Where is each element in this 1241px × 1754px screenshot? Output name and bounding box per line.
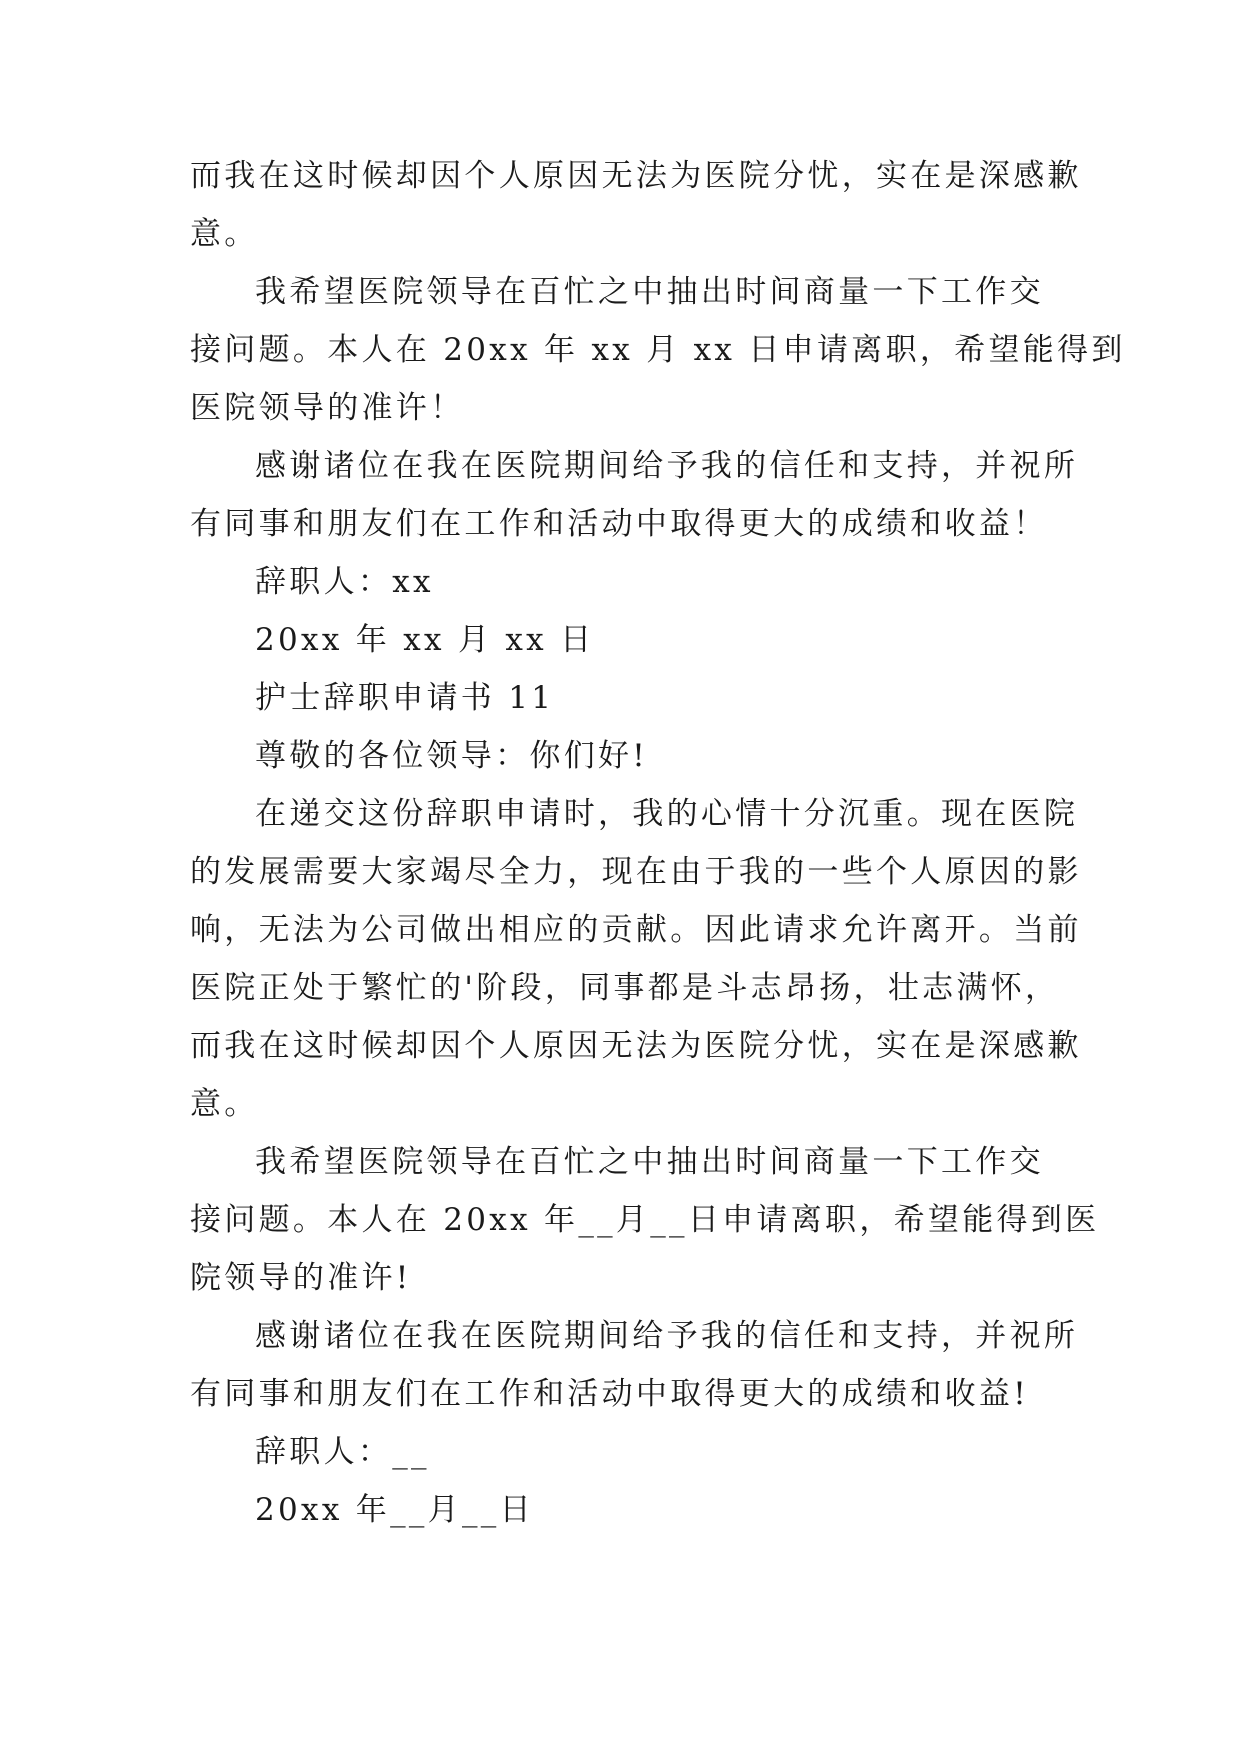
text-line: 而我在这时候却因个人原因无法为医院分忧，实在是深感歉 (190, 158, 1082, 194)
text-line: 有同事和朋友们在工作和活动中取得更大的成绩和收益! (190, 1376, 1029, 1412)
paragraph-start: 感谢诸位在我在医院期间给予我的信任和支持，并祝所 (255, 448, 1079, 484)
signature-line: 辞职人：xx (255, 564, 434, 600)
text-line: 医院正处于繁忙的'阶段，同事都是斗志昂扬，壮志满怀， (190, 970, 1060, 1006)
text-line: 意。 (190, 1086, 259, 1122)
signature-line: 辞职人：__ (255, 1434, 430, 1470)
text-line: 意。 (190, 216, 259, 252)
date-line: 20xx 年 xx 月 xx 日 (255, 622, 595, 658)
section-title: 护士辞职申请书 11 (255, 680, 555, 716)
text-line: 接问题。本人在 20xx 年__月__日申请离职，希望能得到医 (190, 1202, 1100, 1238)
text-line: 的发展需要大家竭尽全力，现在由于我的一些个人原因的影 (190, 854, 1082, 890)
date-line: 20xx 年__月__日 (255, 1492, 534, 1528)
document-body (190, 156, 1126, 1530)
text-line: 有同事和朋友们在工作和活动中取得更大的成绩和收益！ (190, 506, 1048, 542)
salutation: 尊敬的各位领导：你们好! (255, 738, 649, 774)
paragraph-start: 我希望医院领导在百忙之中抽出时间商量一下工作交 (255, 274, 1044, 310)
paragraph-start: 在递交这份辞职申请时，我的心情十分沉重。现在医院 (255, 796, 1079, 832)
paragraph-start: 我希望医院领导在百忙之中抽出时间商量一下工作交 (255, 1144, 1044, 1180)
text-line: 响，无法为公司做出相应的贡献。因此请求允许离开。当前 (190, 912, 1082, 948)
text-line: 医院领导的准许！ (190, 390, 465, 426)
text-line: 接问题。本人在 20xx 年 xx 月 xx 日申请离职，希望能得到 (190, 332, 1126, 368)
text-line: 院领导的准许! (190, 1260, 412, 1296)
paragraph-start: 感谢诸位在我在医院期间给予我的信任和支持，并祝所 (255, 1318, 1079, 1354)
text-line: 而我在这时候却因个人原因无法为医院分忧，实在是深感歉 (190, 1028, 1082, 1064)
